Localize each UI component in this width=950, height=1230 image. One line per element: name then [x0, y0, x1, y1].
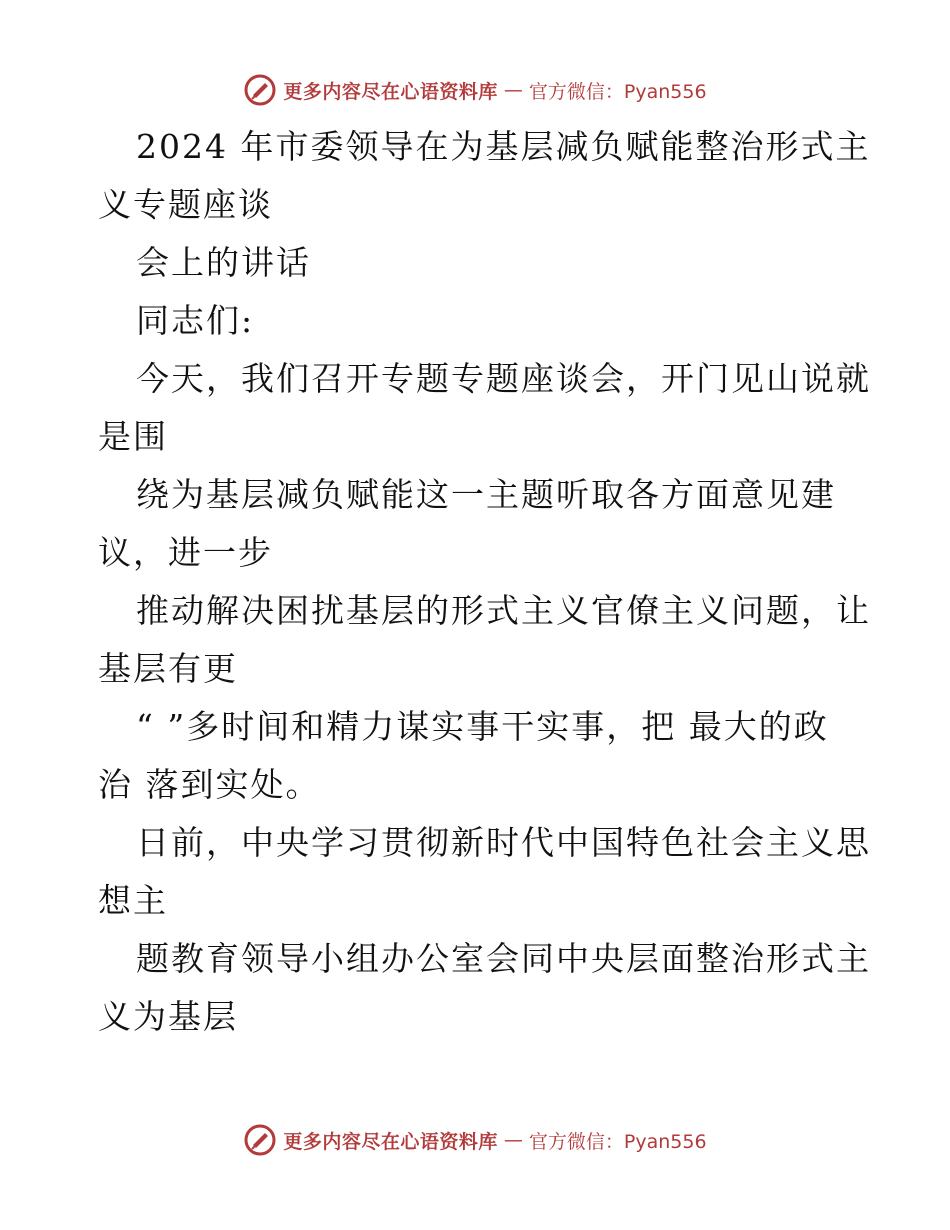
watermark-contact: 官方微信：Pyan556	[528, 80, 707, 103]
document-line: 题教育领导小组办公室会同中央层面整治形式主	[136, 939, 871, 978]
document-line: 日前，中央学习贯彻新时代中国特色社会主义思	[136, 823, 871, 862]
watermark-separator: —	[503, 79, 523, 101]
document-line: 义为基层	[98, 997, 238, 1036]
document-line: 治 落到实处。	[98, 765, 321, 804]
document-line: 义专题座谈	[98, 185, 273, 224]
document-line: 绕为基层减负赋能这一主题听取各方面意见建	[136, 475, 836, 514]
document-line: 推动解决困扰基层的形式主义官僚主义问题，让	[136, 591, 871, 630]
document-line: 会上的讲话	[136, 243, 311, 282]
document-body	[98, 118, 871, 1046]
document-line: 今天，我们召开专题专题座谈会，开门见山说就	[136, 359, 871, 398]
watermark-text: 更多内容尽在心语资料库	[283, 80, 498, 103]
watermark-header	[0, 70, 950, 110]
document-line: 基层有更	[98, 649, 238, 688]
watermark-text: 更多内容尽在心语资料库	[283, 1130, 498, 1153]
document-line: 议，进一步	[98, 533, 273, 572]
watermark-contact: 官方微信：Pyan556	[528, 1130, 707, 1153]
watermark-footer	[0, 1120, 950, 1160]
document-line: “ ”多时间和精力谋实事干实事，把 最大的政	[136, 707, 829, 746]
document-line: 是围	[98, 417, 168, 456]
document-line: 同志们:	[136, 301, 255, 340]
watermark-logo-icon	[243, 73, 277, 107]
document-line: 2024 年市委领导在为基层减负赋能整治形式主	[136, 127, 871, 166]
watermark-logo-icon	[243, 1123, 277, 1157]
watermark-separator: —	[503, 1129, 523, 1151]
document-line: 想主	[98, 881, 168, 920]
